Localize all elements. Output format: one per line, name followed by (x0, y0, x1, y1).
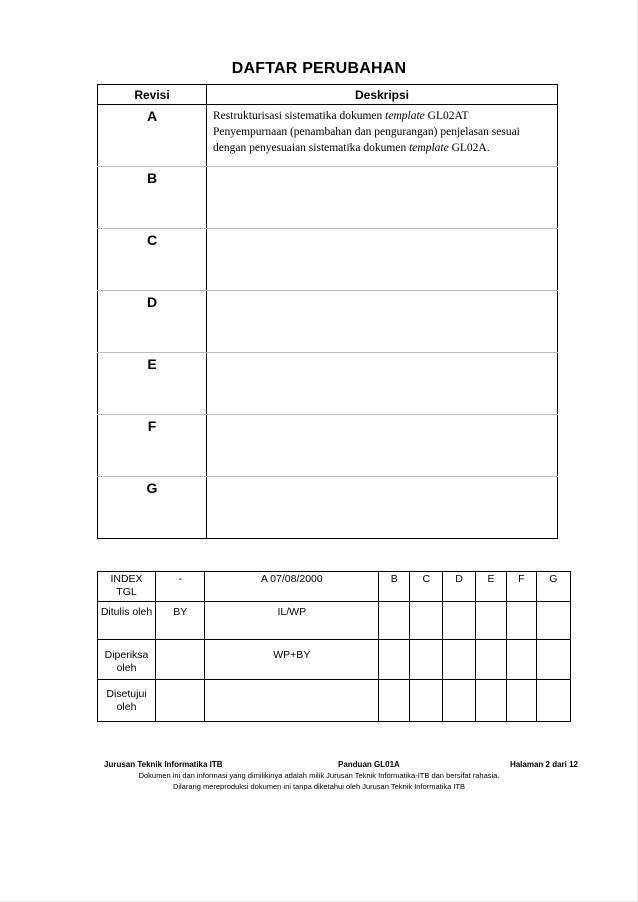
index-cell (507, 640, 537, 680)
index-cell (475, 640, 506, 680)
index-cell: F (507, 572, 537, 602)
index-row-ditulis (98, 602, 571, 640)
index-row-index-tgl (98, 572, 571, 602)
revision-description (207, 167, 558, 229)
table-row (98, 291, 558, 353)
index-cell: IL/WP (205, 602, 379, 640)
index-row-diperiksa (98, 640, 571, 680)
footer-department: Jurusan Teknik Informatika ITB (104, 760, 223, 769)
index-cell: C (410, 572, 443, 602)
footer-document: Panduan GL01A (338, 760, 400, 769)
index-cell (410, 640, 443, 680)
revision-label: G (98, 477, 207, 539)
index-cell (536, 680, 570, 722)
index-cell: E (475, 572, 506, 602)
table-row (98, 477, 558, 539)
index-cell (156, 640, 205, 680)
table-row (98, 229, 558, 291)
description-line: Penyempurnaan (penambahan dan pengurangan) penjelasan sesuai (213, 126, 520, 138)
index-cell: B (379, 572, 410, 602)
revision-description (207, 477, 558, 539)
table-row (98, 415, 558, 477)
revision-label: E (98, 353, 207, 415)
index-cell (475, 602, 506, 640)
index-cell (536, 640, 570, 680)
revision-description (207, 229, 558, 291)
footer-confidential-note: Dokumen ini dan informasi yang dimilikinya adalah milik Jurusan Teknik Informatika-ITB dan bersifat rahasia. (138, 771, 500, 780)
table-row (98, 167, 558, 229)
index-cell (410, 602, 443, 640)
revision-description (207, 105, 558, 167)
changes-table (97, 84, 558, 539)
header-revisi: Revisi (98, 85, 207, 105)
header-deskripsi: Deskripsi (207, 85, 558, 105)
table-row (98, 105, 558, 167)
page-title: DAFTAR PERUBAHAN (231, 60, 407, 77)
index-cell: D (443, 572, 476, 602)
changes-header-row (98, 85, 558, 105)
index-cell (379, 640, 410, 680)
description-line: dengan penyesuaian sistematika dokumen template GL02A. (213, 142, 490, 154)
index-cell (536, 602, 570, 640)
index-cell (156, 680, 205, 722)
revision-label: D (98, 291, 207, 353)
index-cell: WP+BY (205, 640, 379, 680)
index-cell-label: Disetujui oleh (98, 680, 156, 722)
index-cell (379, 680, 410, 722)
revision-description (207, 291, 558, 353)
index-table (97, 571, 571, 722)
index-cell-label: Ditulis oleh (98, 602, 156, 640)
footer-page-number: Halaman 2 dari 12 (509, 760, 578, 769)
index-cell (507, 602, 537, 640)
table-row (98, 353, 558, 415)
index-cell (379, 602, 410, 640)
index-row-disetujui (98, 680, 571, 722)
index-cell (410, 680, 443, 722)
index-cell-label: Diperiksa oleh (98, 640, 156, 680)
index-cell (507, 680, 537, 722)
revision-label: C (98, 229, 207, 291)
revision-label: B (98, 167, 207, 229)
revision-label: A (98, 105, 207, 167)
revision-description (207, 415, 558, 477)
index-cell (443, 640, 476, 680)
index-cell (443, 602, 476, 640)
footer-reproduction-note: Dilarang mereproduksi dokumen ini tanpa diketahui oleh Jurusan Teknik Informatika ITB (172, 782, 466, 791)
index-cell: A 07/08/2000 (205, 572, 379, 602)
index-cell (205, 680, 379, 722)
index-cell: - (156, 572, 205, 602)
index-cell (475, 680, 506, 722)
index-cell: BY (156, 602, 205, 640)
description-line: Restrukturisasi sistematika dokumen template GL02AT (213, 110, 469, 122)
revision-label: F (98, 415, 207, 477)
index-cell: G (536, 572, 570, 602)
index-cell-label: INDEX TGL (98, 572, 156, 602)
revision-description (207, 353, 558, 415)
index-cell (443, 680, 476, 722)
